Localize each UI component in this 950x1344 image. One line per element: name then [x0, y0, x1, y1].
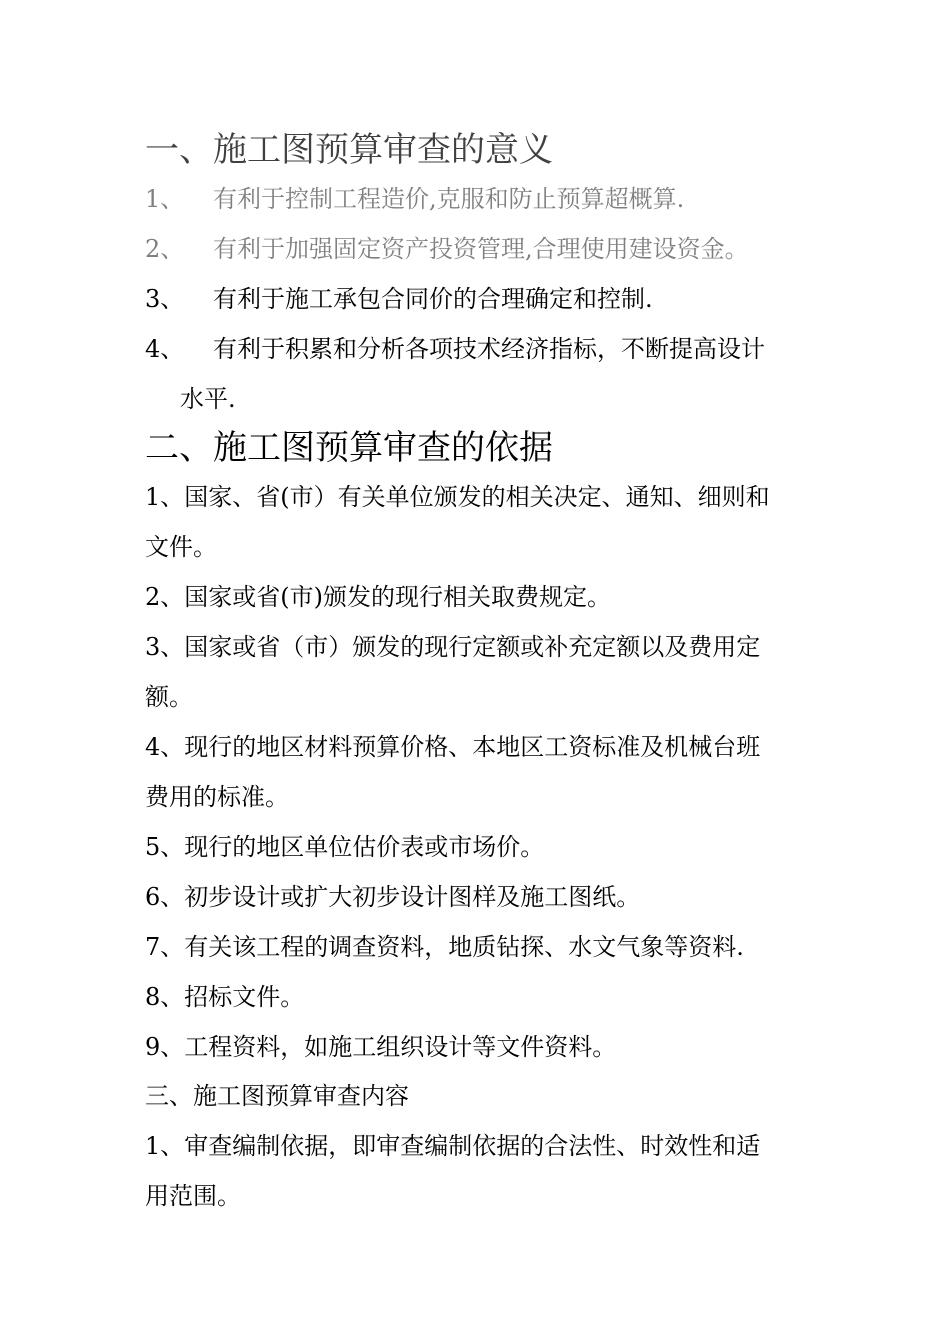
section-2-item-1-line-2: 文件。	[145, 533, 217, 561]
section-2-item-9: 9、工程资料，如施工组织设计等文件资料。	[145, 1033, 617, 1061]
section-2-item-1-line-1: 1、国家、省(市）有关单位颁发的相关决定、通知、细则和	[145, 483, 770, 511]
section-2-item-8: 8、招标文件。	[145, 983, 305, 1011]
section-1-item-1	[145, 184, 810, 214]
section-3-heading: 三、施工图预算审查内容	[145, 1082, 409, 1110]
section-2-item-2: 2、国家或省(市)颁发的现行相关取费规定。	[145, 583, 611, 611]
section-2-heading: 二、施工图预算审查的依据	[145, 428, 553, 468]
section-3-item-1-line-2: 用范围。	[145, 1182, 241, 1210]
item-number: 1、	[145, 185, 185, 213]
section-1-item-2	[145, 234, 810, 264]
section-2-item-3-line-2: 额。	[145, 683, 193, 711]
section-1-item-3	[145, 284, 810, 314]
section-2-item-7: 7、有关该工程的调查资料，地质钻探、水文气象等资料.	[145, 933, 744, 961]
item-number: 4、	[145, 335, 185, 363]
item-text: 有利于加强固定资产投资管理,合理使用建设资金。	[213, 235, 749, 263]
section-2-item-3-line-1: 3、国家或省（市）颁发的现行定额或补充定额以及费用定	[145, 633, 761, 661]
item-text: 有利于积累和分析各项技术经济指标，不断提高设计	[213, 335, 765, 363]
section-2-item-6: 6、初步设计或扩大初步设计图样及施工图纸。	[145, 883, 641, 911]
section-1-item-4	[145, 334, 810, 364]
item-number: 2、	[145, 235, 185, 263]
section-2-item-5: 5、现行的地区单位估价表或市场价。	[145, 833, 545, 861]
section-2-item-4-line-1: 4、现行的地区材料预算价格、本地区工资标准及机械台班	[145, 733, 761, 761]
item-text: 有利于施工承包合同价的合理确定和控制.	[213, 285, 653, 313]
item-text: 有利于控制工程造价,克服和防止预算超概算.	[213, 185, 685, 213]
section-2-item-4-line-2: 费用的标准。	[145, 783, 289, 811]
section-1-heading: 一、施工图预算审查的意义	[145, 130, 553, 170]
section-3-item-1-line-1: 1、审查编制依据，即审查编制依据的合法性、时效性和适	[145, 1132, 761, 1160]
section-1-item-4-continuation: 水平.	[180, 385, 236, 413]
item-number: 3、	[145, 285, 185, 313]
